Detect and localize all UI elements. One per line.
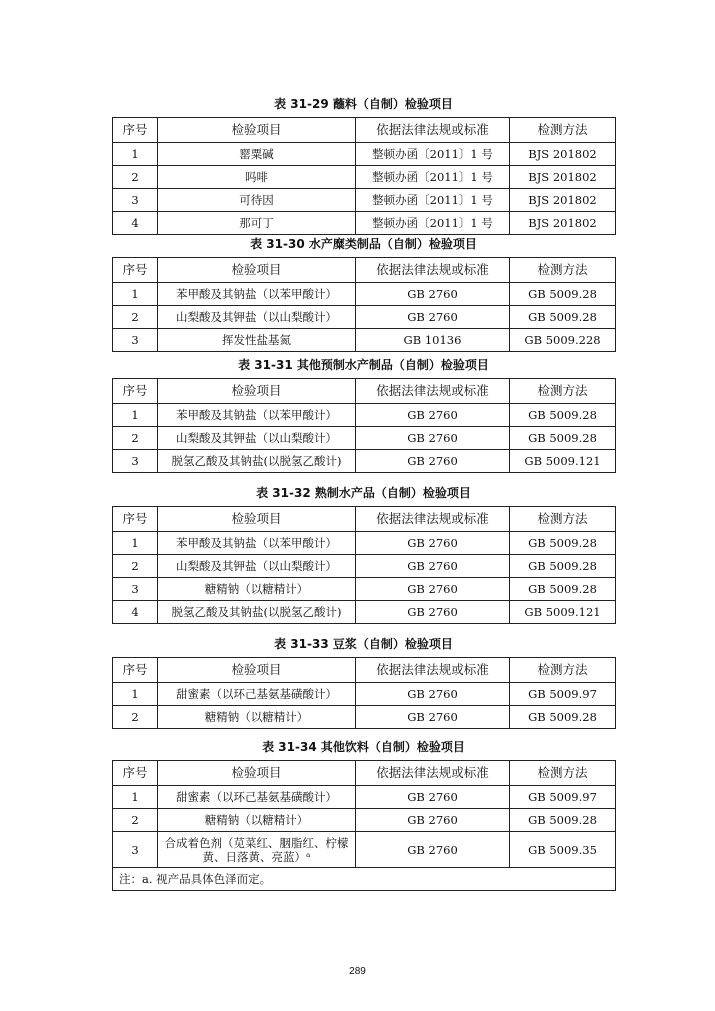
table-row: [113, 189, 616, 212]
table-row: [113, 706, 616, 729]
header-cell: 序号: [113, 507, 158, 532]
table-cell: GB 2760: [356, 832, 510, 868]
table-cell: 2: [113, 306, 158, 329]
table-cell: 1: [113, 404, 158, 427]
table-cell: GB 5009.121: [510, 450, 616, 473]
table-cell: GB 5009.28: [510, 306, 616, 329]
table-cell: BJS 201802: [510, 166, 616, 189]
table-cell: BJS 201802: [510, 143, 616, 166]
table-cell: GB 2760: [356, 450, 510, 473]
table-cell: GB 2760: [356, 283, 510, 306]
inspection-table: [112, 378, 616, 473]
table-block-31-34: [112, 738, 615, 891]
header-cell: 依据法律法规或标准: [356, 507, 510, 532]
table-caption: 表 31-33 豆浆（自制）检验项目: [274, 637, 453, 651]
header-cell: 序号: [113, 379, 158, 404]
table-cell: GB 5009.97: [510, 683, 616, 706]
table-cell: 糖精钠（以糖精计）: [158, 809, 356, 832]
table-cell: GB 2760: [356, 786, 510, 809]
table-caption: 表 31-34 其他饮料（自制）检验项目: [262, 740, 465, 754]
table-note-row: [113, 868, 616, 891]
table-cell: 4: [113, 601, 158, 624]
table-cell: GB 10136: [356, 329, 510, 352]
table-note: 注：a. 视产品具体色泽而定。: [113, 868, 616, 891]
table-cell: GB 2760: [356, 706, 510, 729]
table-row: [113, 809, 616, 832]
header-cell: 检测方法: [510, 118, 616, 143]
table-cell: 苯甲酸及其钠盐（以苯甲酸计）: [158, 532, 356, 555]
table-cell: 脱氢乙酸及其钠盐(以脱氢乙酸计): [158, 450, 356, 473]
table-cell: GB 5009.228: [510, 329, 616, 352]
table-cell: 1: [113, 283, 158, 306]
table-cell: 糖精钠（以糖精计）: [158, 578, 356, 601]
table-cell: GB 5009.97: [510, 786, 616, 809]
table-row: [113, 450, 616, 473]
table-row: [113, 683, 616, 706]
table-cell: GB 5009.121: [510, 601, 616, 624]
header-cell: 检验项目: [158, 258, 356, 283]
table-cell: 山梨酸及其钾盐（以山梨酸计）: [158, 427, 356, 450]
table-cell: GB 5009.35: [510, 832, 616, 868]
inspection-table: [112, 506, 616, 624]
table-cell: GB 5009.28: [510, 706, 616, 729]
table-cell: GB 5009.28: [510, 404, 616, 427]
table-caption: 表 31-30 水产糜类制品（自制）检验项目: [250, 237, 477, 251]
table-row: [113, 306, 616, 329]
header-cell: 检测方法: [510, 258, 616, 283]
table-row: [113, 555, 616, 578]
table-cell: GB 5009.28: [510, 427, 616, 450]
table-row: [113, 212, 616, 235]
table-caption: 表 31-32 熟制水产品（自制）检验项目: [256, 486, 471, 500]
table-cell: 4: [113, 212, 158, 235]
header-cell: 依据法律法规或标准: [356, 658, 510, 683]
header-cell: 依据法律法规或标准: [356, 379, 510, 404]
table-row: [113, 578, 616, 601]
table-row: [113, 832, 616, 868]
table-cell: 2: [113, 166, 158, 189]
table-cell: GB 2760: [356, 683, 510, 706]
header-cell: 序号: [113, 761, 158, 786]
table-header-row: [113, 258, 616, 283]
table-block-31-33: [112, 635, 615, 729]
table-cell: BJS 201802: [510, 189, 616, 212]
table-cell: 吗啡: [158, 166, 356, 189]
table-header-row: [113, 658, 616, 683]
table-cell: 甜蜜素（以环己基氨基磺酸计）: [158, 786, 356, 809]
table-cell: 1: [113, 683, 158, 706]
table-cell: GB 2760: [356, 578, 510, 601]
header-cell: 检测方法: [510, 761, 616, 786]
table-cell: GB 2760: [356, 404, 510, 427]
table-cell: 脱氢乙酸及其钠盐(以脱氢乙酸计): [158, 601, 356, 624]
inspection-table: [112, 657, 616, 729]
table-header-row: [113, 507, 616, 532]
header-cell: 依据法律法规或标准: [356, 761, 510, 786]
table-cell: 整顿办函〔2011〕1 号: [356, 143, 510, 166]
table-cell: 苯甲酸及其钠盐（以苯甲酸计）: [158, 283, 356, 306]
table-header-row: [113, 118, 616, 143]
table-cell: 整顿办函〔2011〕1 号: [356, 189, 510, 212]
table-row: [113, 404, 616, 427]
header-cell: 序号: [113, 118, 158, 143]
table-caption: 表 31-29 蘸料（自制）检验项目: [274, 97, 453, 111]
table-cell: GB 2760: [356, 306, 510, 329]
header-cell: 检测方法: [510, 507, 616, 532]
table-block-31-30: [112, 235, 615, 352]
table-cell: BJS 201802: [510, 212, 616, 235]
table-row: [113, 532, 616, 555]
table-cell: 整顿办函〔2011〕1 号: [356, 212, 510, 235]
table-cell: 山梨酸及其钾盐（以山梨酸计）: [158, 555, 356, 578]
table-row: [113, 427, 616, 450]
table-block-31-32: [112, 484, 615, 624]
page-number: 289: [349, 966, 366, 977]
table-cell: 1: [113, 143, 158, 166]
table-row: [113, 786, 616, 809]
inspection-table: [112, 257, 616, 352]
header-cell: 依据法律法规或标准: [356, 118, 510, 143]
header-cell: 检测方法: [510, 658, 616, 683]
table-row: [113, 329, 616, 352]
table-cell: 1: [113, 786, 158, 809]
inspection-table: [112, 117, 616, 235]
header-cell: 检验项目: [158, 507, 356, 532]
header-cell: 序号: [113, 658, 158, 683]
table-block-31-29: [112, 95, 615, 235]
header-cell: 序号: [113, 258, 158, 283]
table-cell: 合成着色剂（苋菜红、胭脂红、柠檬黄、日落黄、亮蓝）ᵃ: [158, 832, 356, 868]
table-row: [113, 601, 616, 624]
table-cell: 那可丁: [158, 212, 356, 235]
table-cell: 2: [113, 555, 158, 578]
table-cell: 1: [113, 532, 158, 555]
table-cell: 3: [113, 189, 158, 212]
table-cell: 罂粟碱: [158, 143, 356, 166]
inspection-table: [112, 760, 616, 891]
table-cell: 2: [113, 809, 158, 832]
table-row: [113, 283, 616, 306]
table-cell: 2: [113, 706, 158, 729]
table-cell: GB 5009.28: [510, 532, 616, 555]
table-cell: 挥发性盐基氮: [158, 329, 356, 352]
header-cell: 检验项目: [158, 761, 356, 786]
table-cell: 糖精钠（以糖精计）: [158, 706, 356, 729]
table-cell: 2: [113, 427, 158, 450]
table-cell: GB 2760: [356, 555, 510, 578]
table-cell: 甜蜜素（以环己基氨基磺酸计）: [158, 683, 356, 706]
table-cell: 苯甲酸及其钠盐（以苯甲酸计）: [158, 404, 356, 427]
table-cell: GB 2760: [356, 809, 510, 832]
table-cell: 3: [113, 329, 158, 352]
table-caption: 表 31-31 其他预制水产制品（自制）检验项目: [238, 358, 489, 372]
table-cell: GB 5009.28: [510, 283, 616, 306]
table-cell: GB 2760: [356, 601, 510, 624]
table-row: [113, 166, 616, 189]
header-cell: 依据法律法规或标准: [356, 258, 510, 283]
table-cell: 山梨酸及其钾盐（以山梨酸计）: [158, 306, 356, 329]
header-cell: 检验项目: [158, 658, 356, 683]
table-cell: GB 2760: [356, 532, 510, 555]
table-row: [113, 143, 616, 166]
table-cell: 3: [113, 832, 158, 868]
table-cell: GB 5009.28: [510, 578, 616, 601]
table-cell: 3: [113, 450, 158, 473]
table-cell: GB 5009.28: [510, 809, 616, 832]
header-cell: 检验项目: [158, 379, 356, 404]
header-cell: 检测方法: [510, 379, 616, 404]
table-cell: GB 2760: [356, 427, 510, 450]
table-cell: GB 5009.28: [510, 555, 616, 578]
table-cell: 整顿办函〔2011〕1 号: [356, 166, 510, 189]
table-cell: 3: [113, 578, 158, 601]
table-header-row: [113, 761, 616, 786]
table-cell: 可待因: [158, 189, 356, 212]
table-block-31-31: [112, 356, 615, 473]
table-header-row: [113, 379, 616, 404]
header-cell: 检验项目: [158, 118, 356, 143]
